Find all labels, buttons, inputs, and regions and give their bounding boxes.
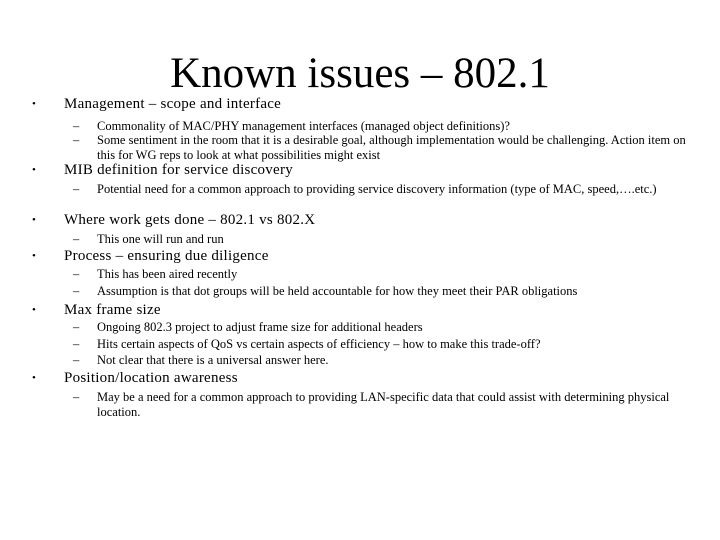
sub-bullet-marker: – <box>73 284 80 298</box>
bullet-marker: • <box>32 304 36 316</box>
sub-bullet-marker: – <box>73 353 80 367</box>
sub-bullet-item: Ongoing 802.3 project to adjust frame size for additional headers <box>97 320 423 334</box>
sub-bullet-marker: – <box>73 119 80 133</box>
slide-title: Known issues – 802.1 <box>170 50 550 97</box>
bullet-marker: • <box>32 164 36 176</box>
sub-bullet-marker: – <box>73 267 80 281</box>
sub-bullet-marker: – <box>73 320 80 334</box>
sub-bullet-item: Not clear that there is a universal answer here. <box>97 353 329 367</box>
sub-bullet-item: This has been aired recently <box>97 267 238 281</box>
bullet-item: Management – scope and interface <box>64 96 282 112</box>
bullet-marker: • <box>32 372 36 384</box>
sub-bullet-item: May be a need for a common approach to providing LAN-specific data that could assist with determining physical location. <box>97 390 670 419</box>
bullet-marker: • <box>32 250 36 262</box>
sub-bullet-marker: – <box>73 133 80 147</box>
sub-bullet-item: Hits certain aspects of QoS vs certain aspects of efficiency – how to make this trade-off? <box>97 337 541 351</box>
bullet-item: MIB definition for service discovery <box>64 162 293 178</box>
bullet-item: Where work gets done – 802.1 vs 802.X <box>64 212 316 228</box>
sub-bullet-marker: – <box>73 182 80 196</box>
sub-bullet-marker: – <box>73 337 80 351</box>
sub-bullet-marker: – <box>73 232 80 246</box>
sub-bullet-item: Commonality of MAC/PHY management interfaces (managed object definitions)? <box>97 119 510 133</box>
bullet-item: Position/location awareness <box>64 370 238 386</box>
bullet-marker: • <box>32 98 36 110</box>
sub-bullet-item: This one will run and run <box>97 232 224 246</box>
sub-bullet-item: Some sentiment in the room that it is a desirable goal, although implementation would be challenging. Action item on this for WG reps to look at what possibilities might exist <box>97 133 686 162</box>
sub-bullet-item: Potential need for a common approach to providing service discovery information (type of MAC, speed,….etc.) <box>97 182 657 196</box>
bullet-item: Process – ensuring due diligence <box>64 248 269 264</box>
bullet-marker: • <box>32 214 36 226</box>
sub-bullet-item: Assumption is that dot groups will be held accountable for how they meet their PAR obligations <box>97 284 578 298</box>
bullet-item: Max frame size <box>64 302 161 318</box>
sub-bullet-marker: – <box>73 390 80 404</box>
